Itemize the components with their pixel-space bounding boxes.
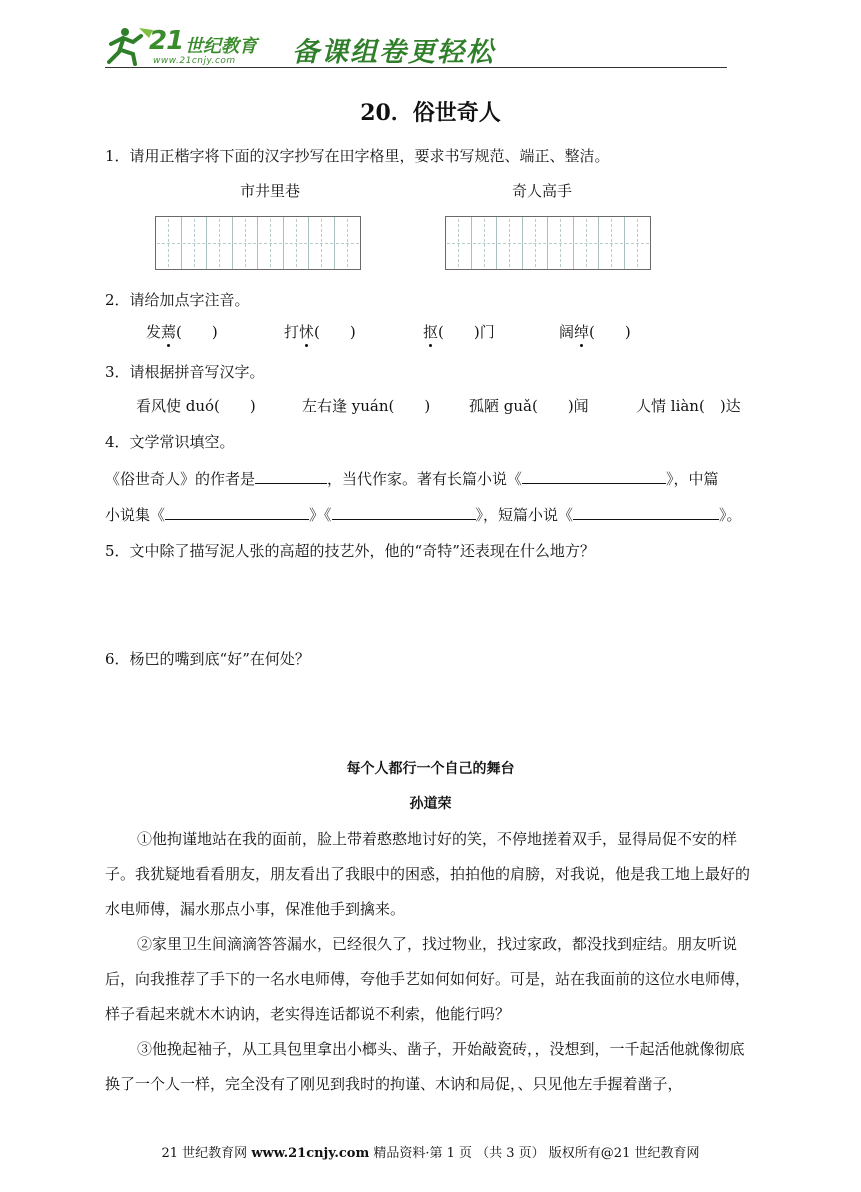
grid-label-left: 市井里巷 xyxy=(239,182,300,200)
hanzi-item-1: 看风使 duó( ) xyxy=(136,397,256,415)
grid-label-right: 奇人高手 xyxy=(511,182,572,200)
header-divider xyxy=(105,67,727,68)
header-slogan: 备课组卷更轻松 xyxy=(292,37,495,68)
article-paragraph-1: ①他拘谨地站在我的面前，脸上带着憨憨地讨好的笑，不停地搓着双手，显得局促不安的样子。我犹疑地看看朋友，朋友看出了我眼中的困惑，拍拍他的肩膀，对我说，他是我工地上最好的水电师傅，漏水那点小事，保准他手到擒来。 xyxy=(105,830,751,918)
question-4-line-2: 小说集《 》《 》，短篇小说《 》。 xyxy=(105,506,742,524)
pinyin-item-3: 抠( )门 xyxy=(423,323,495,341)
pinyin-item-1: 发蔫( ) xyxy=(146,323,218,341)
article-paragraph-3: ③他挽起袖子，从工具包里拿出小榔头、凿子，开始敲瓷砖，，没想到，一千起活他就像彻底换了一个人一样，完全没有了刚见到我时的拘谨、木讷和局促，、只见他左手握着凿子， xyxy=(105,1040,745,1093)
site-logo xyxy=(105,22,280,70)
logo-number: 21 xyxy=(149,26,184,56)
footer-right: 精品资料·第 1 页 （共 3 页） 版权所有@21 世纪教育网 xyxy=(373,1146,700,1161)
question-4-prompt: 4．文学常识填空。 xyxy=(105,433,235,451)
novella-blank-1[interactable] xyxy=(165,505,309,520)
tianzige-grid-left[interactable] xyxy=(155,216,361,270)
article-paragraph-2: ②家里卫生间滴滴答答漏水，已经很久了，找过物业，找过家政，都没找到症结。朋友听说后，向我推荐了手下的一名水电师傅，夸他手艺如何如何好。可是，站在我面前的这位水电师傅，样子看起来就木木讷讷，老实得连话都说不利索，他能行吗？ xyxy=(105,935,751,1023)
question-1-prompt: 1．请用正楷字将下面的汉字抄写在田字格里，要求书写规范、端正、整洁。 xyxy=(105,147,610,165)
novella-blank-2[interactable] xyxy=(332,505,476,520)
article-author: 孙道荣 xyxy=(409,796,452,812)
logo-text: 世纪教育 xyxy=(185,36,257,57)
pinyin-item-4: 阔绰( ) xyxy=(559,323,631,341)
author-blank[interactable] xyxy=(255,469,327,484)
novel-blank[interactable] xyxy=(522,469,666,484)
question-4-line-1: 《俗世奇人》的作者是 ，当代作家。著有长篇小说《 》，中篇 xyxy=(105,470,719,488)
article-title: 每个人都行一个自己的舞台 xyxy=(346,761,515,777)
hanzi-item-4: 人情 liàn( )达 xyxy=(636,397,741,415)
pinyin-item-2: 打怵( ) xyxy=(284,323,356,341)
tianzige-grid-right[interactable] xyxy=(445,216,651,270)
logo-url: www.21cnjy.com xyxy=(153,56,236,66)
question-2-prompt: 2．请给加点字注音。 xyxy=(105,291,250,309)
short-story-blank[interactable] xyxy=(573,505,719,520)
question-6-prompt: 6．杨巴的嘴到底“好”在何处？ xyxy=(105,650,310,668)
question-3-prompt: 3．请根据拼音写汉字。 xyxy=(105,363,265,381)
footer-left: 21 世纪教育网 xyxy=(161,1146,248,1161)
hanzi-item-2: 左右逢 yuán( ) xyxy=(302,397,431,415)
page-footer xyxy=(0,1142,861,1161)
question-5-prompt: 5．文中除了描写泥人张的高超的技艺外，他的“奇特”还表现在什么地方？ xyxy=(105,542,595,560)
page-title: 20．俗世奇人 xyxy=(360,100,501,126)
hanzi-item-3: 孤陋 guǎ( )闻 xyxy=(469,397,589,415)
footer-site: www.21cnjy.com xyxy=(251,1146,370,1161)
